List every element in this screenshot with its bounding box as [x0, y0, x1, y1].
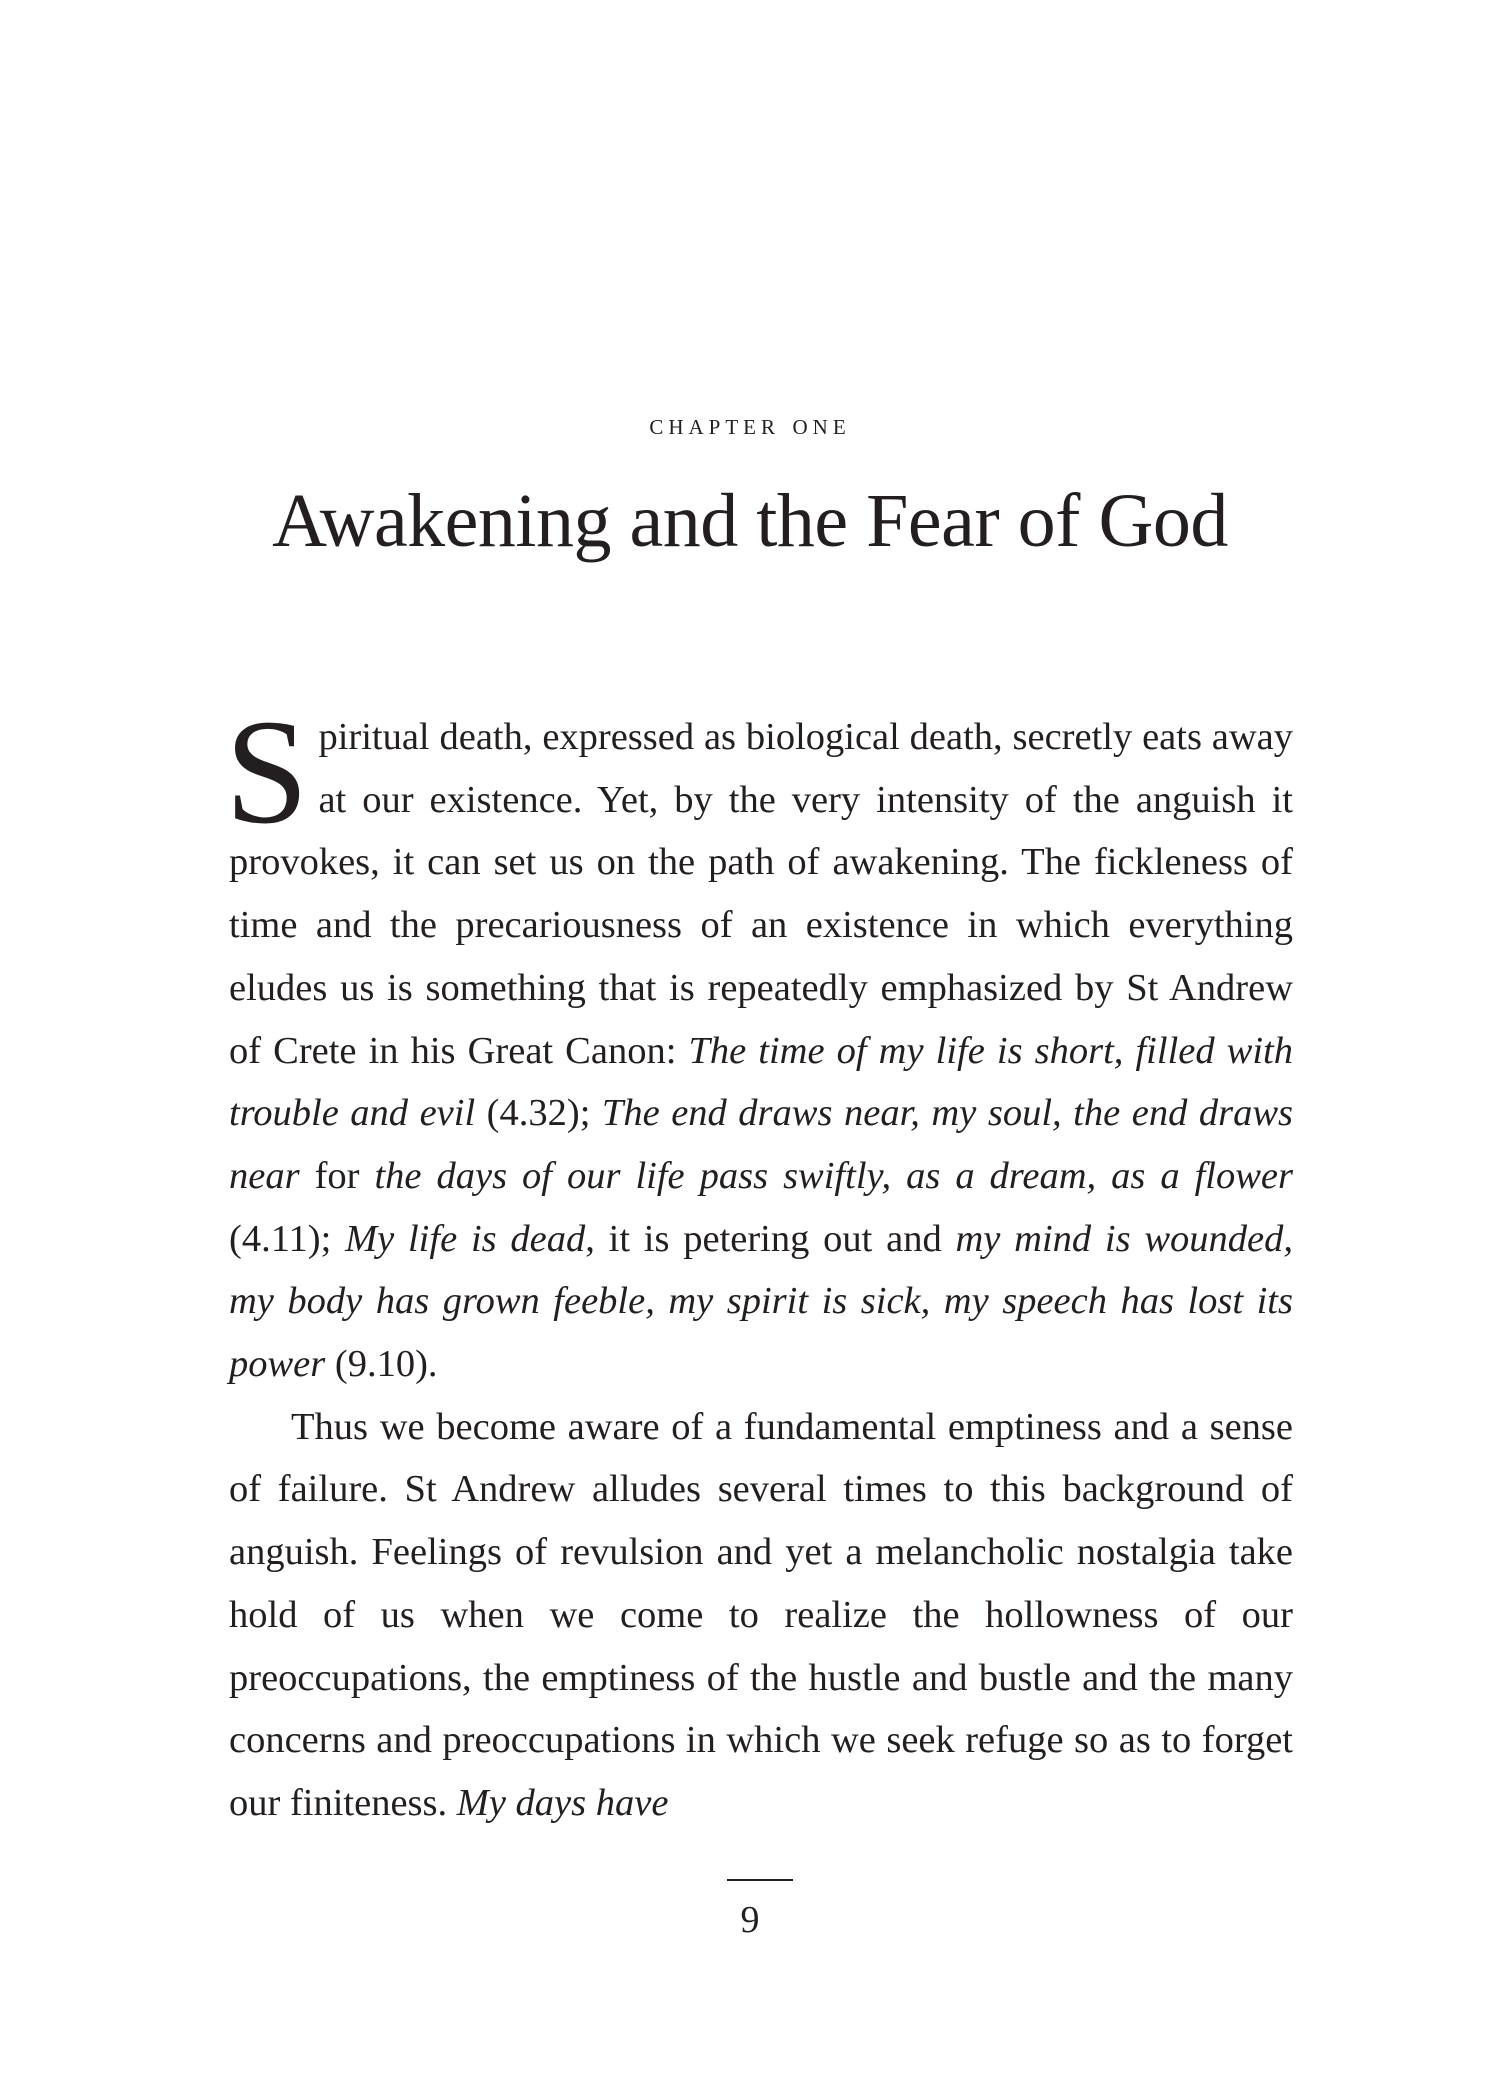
- footer-rule: [727, 1879, 793, 1881]
- citation-run: (9.10).: [325, 1343, 438, 1386]
- drop-cap: S: [225, 689, 309, 855]
- quote-run: The end draws near, my soul, the end draws near: [229, 1092, 1293, 1197]
- text-run: , it is petering out and: [585, 1217, 956, 1260]
- body-text: [225, 689, 1294, 1835]
- paragraph-2: [229, 1396, 1293, 1835]
- citation-run: (4.32);: [475, 1092, 602, 1135]
- text-run: Thus we become aware of a fundamental emptiness and a sense of failure. St Andrew alludes several times to this background of anguish. Feelings of revulsion and yet a melancholic nostalgia take hold of us when we come to realize the hollowness of our preoccupations, the emptiness of the hustle and bustle and the many concerns and preoccupations in which we seek refuge so as to forget our finiteness.: [229, 1405, 1293, 1824]
- citation-run: (4.11);: [229, 1217, 346, 1260]
- paragraph-1: [225, 689, 1294, 1396]
- quote-run: My days have: [456, 1781, 669, 1824]
- quote-run: the days of our life pass swiftly, as a dream, as a flower: [374, 1154, 1293, 1197]
- text-run: for: [299, 1154, 375, 1197]
- text-run: piritual death, expressed as biological death, secretly eats away at our existence. Yet, by the very intensity of the anguish it provokes, it can set us on the path of awakening. The fickleness of time and the precariousness of an existence in which everything eludes us is something that is repeatedly emphasized by St Andrew of Crete in his Great Canon:: [229, 716, 1293, 1072]
- quote-run: My life is dead: [345, 1217, 586, 1260]
- chapter-title: Awakening and the Fear of God: [272, 479, 1228, 563]
- page-number: 9: [740, 1899, 760, 1941]
- quote-run: The time of my life is short, filled with trouble and evil: [229, 1029, 1294, 1135]
- quote-run: my mind is wounded, my body has grown feeble, my spirit is sick, my speech has lost its power: [229, 1217, 1294, 1386]
- chapter-label: chapter one: [649, 408, 851, 441]
